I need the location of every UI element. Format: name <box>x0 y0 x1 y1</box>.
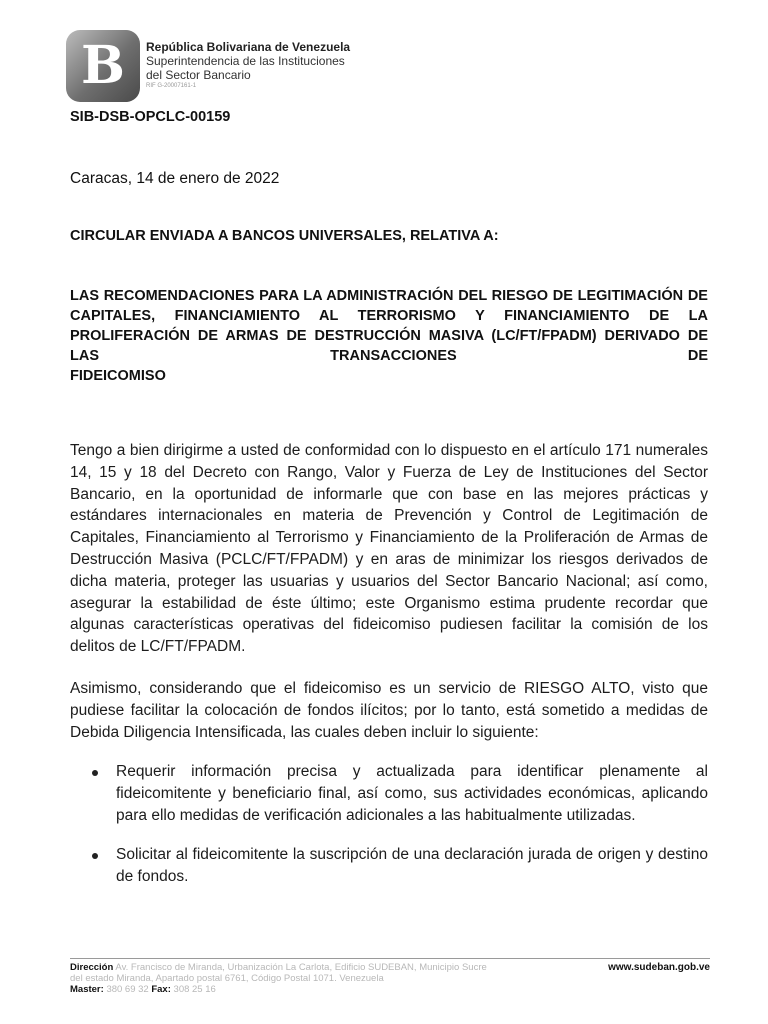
document-reference: SIB-DSB-OPCLC-00159 <box>70 109 231 125</box>
circular-subject <box>70 286 708 386</box>
paragraph-intro: Tengo a bien dirigirme a usted de conformidad con lo dispuesto en el artículo 171 numerales 14, 15 y 18 del Decreto con Rango, Valor y Fuerza de Ley de Instituciones del Sector Bancario, en la oportunidad de informarle que con base en las mejores prácticas y estándares internacionales en materia de Prevención y Control de Legitimación de Capitales, Financiamiento al Terrorismo y Financiamiento de la Proliferación de Armas de Destrucción Masiva (PCLC/FT/FPADM) y en aras de minimizar los riesgos derivados de dicha materia, proteger las usuarias y usuarios del Sector Bancario Nacional; así como, asegurar la estabilidad de éste último; este Organismo estima prudente recordar que algunas características operativas del fideicomiso pudiesen facilitar la comisión de los delitos de LC/FT/FPADM. <box>70 442 708 656</box>
subject-line: LEGITIMACIÓN DE CAPITALES, FINANCIAMIENTO AL TERRORISMO Y <box>70 288 708 324</box>
institution-country: República Bolivariana de Venezuela <box>146 40 351 54</box>
institution-rif: RIF G-20007161-1 <box>146 83 197 89</box>
fax-value: 308 25 16 <box>173 984 216 995</box>
website-link[interactable]: www.sudeban.gob.ve <box>608 962 710 973</box>
requirements-list <box>70 761 708 888</box>
master-value: 380 69 32 <box>106 984 149 995</box>
subject-line: LAS RECOMENDACIONES PARA LA ADMINISTRACIÓN DEL RIESGO DE <box>70 288 573 304</box>
footer-divider <box>70 958 710 959</box>
institution-header <box>146 40 406 91</box>
sudeban-logo <box>66 30 140 102</box>
address-label: Dirección <box>70 962 114 973</box>
bullet-icon <box>92 853 98 859</box>
institution-name-cont: del Sector Bancario <box>146 68 251 82</box>
list-item-text: Solicitar al fideicomitente la suscripción de una declaración jurada de origen y destino de fondos. <box>116 846 708 886</box>
fax-label: Fax: <box>151 984 171 995</box>
master-label: Master: <box>70 984 104 995</box>
list-item <box>70 761 708 826</box>
subject-line: FIDEICOMISO <box>70 368 166 384</box>
circular-title: CIRCULAR ENVIADA A BANCOS UNIVERSALES, RELATIVA A: <box>70 228 499 244</box>
list-item <box>70 844 708 888</box>
document-date: Caracas, 14 de enero de 2022 <box>70 170 280 187</box>
list-item-text: Requerir información precisa y actualizada para identificar plenamente al fideicomitente y beneficiario final, así como, sus actividades económicas, aplicando para ello medidas de verificación adicionales a las habitualmente utilizadas. <box>116 763 708 824</box>
subject-line: MASIVA (LC/FT/FPADM) DERIVADO DE LAS TRANSACCIONES DE <box>70 328 708 364</box>
institution-name: Superintendencia de las Instituciones <box>146 54 345 68</box>
footer-contact <box>70 962 500 995</box>
paragraph-risk: Asimismo, considerando que el fideicomiso es un servicio de RIESGO ALTO, visto que pudiese facilitar la colocación de fondos ilícitos; por lo tanto, está sometido a medidas de Debida Diligencia Intensificada, las cuales deben incluir lo siguiente: <box>70 680 708 741</box>
subject-line: FINANCIAMIENTO DE LA PROLIFERACIÓN DE ARMAS DE DESTRUCCIÓN <box>70 308 708 344</box>
bullet-icon <box>92 770 98 776</box>
address-text: Av. Francisco de Miranda, Urbanización La Carlota, Edificio SUDEBAN, Municipio Sucre del estado Miranda, Apartado postal 6761, Código Postal 1071. Venezuela <box>70 962 487 984</box>
logo-letter: B <box>81 35 125 96</box>
